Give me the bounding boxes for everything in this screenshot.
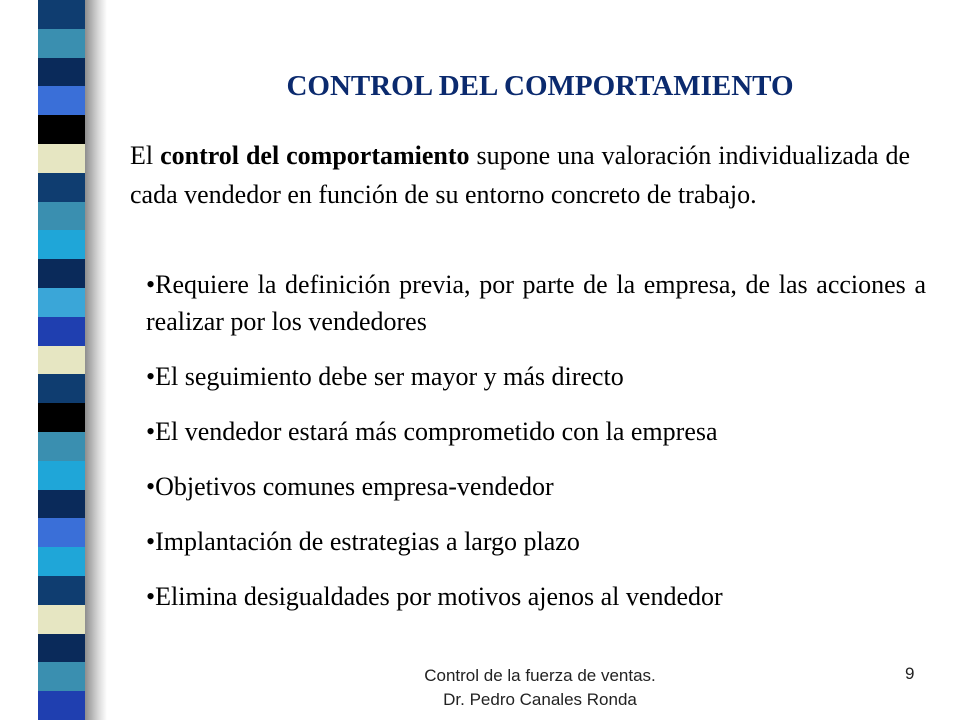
footer-author: Dr. Pedro Canales Ronda xyxy=(443,690,637,709)
stripe-segment xyxy=(38,691,85,720)
stripe-segment xyxy=(38,86,85,115)
stripe-segment xyxy=(38,634,85,663)
intro-text-start: El xyxy=(130,141,161,170)
stripe-segment xyxy=(38,547,85,576)
bullet-item: • Implantación de estrategias a largo plazo xyxy=(146,523,926,560)
stripe-segment xyxy=(38,173,85,202)
slide-footer xyxy=(350,664,730,712)
stripe-segment xyxy=(38,605,85,634)
stripe-segment xyxy=(38,288,85,317)
stripe-segment xyxy=(38,490,85,519)
stripe-segment xyxy=(38,432,85,461)
stripe-segment xyxy=(38,29,85,58)
stripe-segment xyxy=(38,346,85,375)
stripe-segment xyxy=(38,230,85,259)
stripe-segment xyxy=(38,0,85,29)
page-number: 9 xyxy=(905,664,915,683)
bullet-item: • Elimina desigualdades por motivos ajenos al vendedor xyxy=(146,578,926,615)
bullet-item: • Requiere la definición previa, por parte de la empresa, de las acciones a realizar por los vendedores xyxy=(146,266,926,340)
stripe-segment xyxy=(38,259,85,288)
stripe-segment xyxy=(38,317,85,346)
stripe-segment xyxy=(38,202,85,231)
bullet-item: • El seguimiento debe ser mayor y más directo xyxy=(146,358,926,395)
bullet-item: • El vendedor estará más comprometido con la empresa xyxy=(146,413,926,450)
stripe-segment xyxy=(38,662,85,691)
stripe-segment xyxy=(38,461,85,490)
stripe-segment xyxy=(38,58,85,87)
intro-text-end: supone una valoración individualizada de cada vendedor en función de su entorno concreto de trabajo. xyxy=(130,141,910,209)
stripe-segment xyxy=(38,144,85,173)
stripe-shadow xyxy=(85,0,107,720)
stripe-segment xyxy=(38,518,85,547)
stripe-segment xyxy=(38,576,85,605)
decorative-stripe-bar xyxy=(38,0,85,720)
intro-paragraph xyxy=(130,136,910,214)
stripe-segment xyxy=(38,115,85,144)
bullet-list xyxy=(146,266,926,633)
slide-title: CONTROL DEL COMPORTAMIENTO xyxy=(286,70,794,102)
footer-course-title: Control de la fuerza de ventas. xyxy=(424,666,656,685)
intro-bold-term: control del comportamiento xyxy=(160,141,470,170)
stripe-segment xyxy=(38,374,85,403)
stripe-segment xyxy=(38,403,85,432)
bullet-item: • Objetivos comunes empresa-vendedor xyxy=(146,468,926,505)
